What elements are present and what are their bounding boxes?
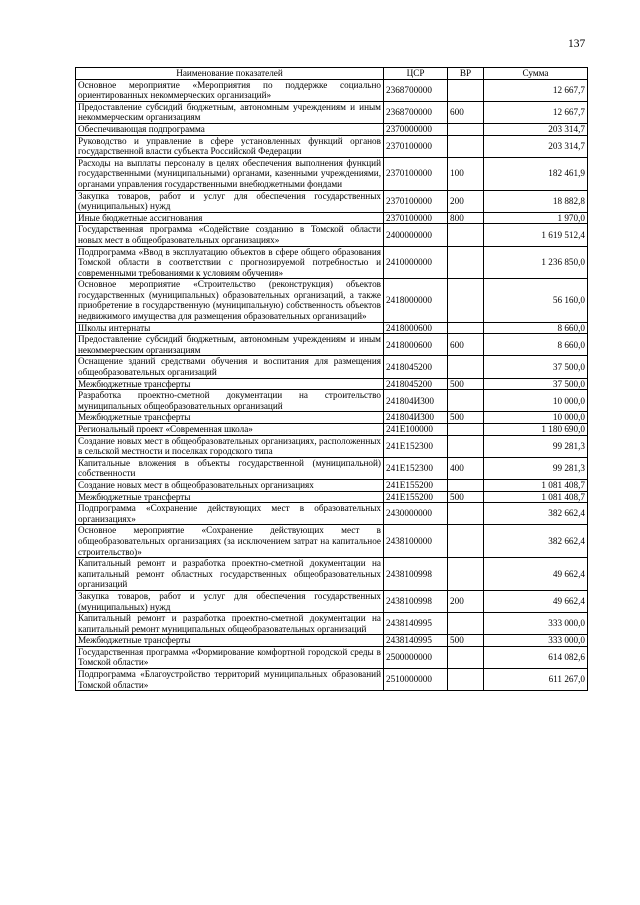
cell-name: Подпрограмма «Благоустройство территорий муниципальных образований Томской области» [76, 669, 384, 691]
cell-name: Предоставление субсидий бюджетным, автономным учреждениям и иным некоммерческим организациям [76, 334, 384, 356]
table-row [76, 224, 588, 246]
cell-name: Школы интернаты [76, 322, 384, 334]
cell-sum: 1 970,0 [484, 212, 588, 224]
cell-vr: 500 [448, 378, 484, 390]
cell-name: Обеспечивающая подпрограмма [76, 123, 384, 135]
table-row [76, 246, 588, 279]
cell-csr: 2438100000 [384, 525, 448, 558]
page-number: 137 [568, 38, 586, 50]
table-row [76, 334, 588, 356]
cell-csr: 2510000000 [384, 669, 448, 691]
cell-csr: 241E155200 [384, 491, 448, 503]
cell-sum: 333 000,0 [484, 613, 588, 635]
cell-sum: 1 619 512,4 [484, 224, 588, 246]
table-row [76, 590, 588, 612]
cell-name: Создание новых мест в общеобразовательных организациях, расположенных в сельской местности и поселках городского типа [76, 435, 384, 457]
cell-vr [448, 224, 484, 246]
cell-csr: 2368700000 [384, 101, 448, 123]
table-row [76, 123, 588, 135]
cell-sum: 611 267,0 [484, 669, 588, 691]
cell-csr: 2410000000 [384, 246, 448, 279]
cell-csr: 2400000000 [384, 224, 448, 246]
cell-name: Подпрограмма «Сохранение действующих мест в образовательных организациях» [76, 503, 384, 525]
table-row [76, 322, 588, 334]
cell-vr: 200 [448, 190, 484, 212]
cell-vr: 600 [448, 101, 484, 123]
cell-vr [448, 246, 484, 279]
header-sum: Сумма [484, 68, 588, 80]
table-row [76, 669, 588, 691]
table-row [76, 79, 588, 101]
cell-sum: 12 667,7 [484, 79, 588, 101]
cell-name: Закупка товаров, работ и услуг для обеспечения государственных (муниципальных) нужд [76, 590, 384, 612]
cell-sum: 1 180 690,0 [484, 424, 588, 436]
header-vr: ВР [448, 68, 484, 80]
cell-vr: 600 [448, 334, 484, 356]
cell-csr: 2438100998 [384, 558, 448, 591]
table-row [76, 435, 588, 457]
cell-csr: 241E155200 [384, 479, 448, 491]
cell-sum: 382 662,4 [484, 525, 588, 558]
table-row [76, 135, 588, 157]
cell-sum: 10 000,0 [484, 390, 588, 412]
cell-csr: 2418000600 [384, 334, 448, 356]
table-row [76, 525, 588, 558]
cell-csr: 2418000000 [384, 279, 448, 322]
cell-vr [448, 503, 484, 525]
cell-csr: 2438100998 [384, 590, 448, 612]
cell-name: Капитальный ремонт и разработка проектно-сметной документации на капитальный ремонт муниципальных общеобразовательных организаций [76, 613, 384, 635]
cell-name: Создание новых мест в общеобразовательных организациях [76, 479, 384, 491]
table-row [76, 424, 588, 436]
table-row [76, 279, 588, 322]
cell-sum: 49 662,4 [484, 590, 588, 612]
cell-name: Государственная программа «Содействие созданию в Томской области новых мест в общеобразовательных организациях» [76, 224, 384, 246]
cell-sum: 8 660,0 [484, 322, 588, 334]
cell-csr: 241E152300 [384, 457, 448, 479]
table-row [76, 412, 588, 424]
cell-csr: 2370100000 [384, 135, 448, 157]
header-name: Наименование показателей [76, 68, 384, 80]
cell-csr: 2368700000 [384, 79, 448, 101]
cell-name: Межбюджетные трансферты [76, 635, 384, 647]
table-header-row [76, 68, 588, 80]
table-body [76, 79, 588, 691]
cell-csr: 2418045200 [384, 356, 448, 378]
cell-name: Капитальный ремонт и разработка проектно-сметной документации на капитальный ремонт областных государственных общеобразовательных организаций [76, 558, 384, 591]
table-row [76, 457, 588, 479]
cell-vr: 400 [448, 457, 484, 479]
cell-name: Межбюджетные трансферты [76, 412, 384, 424]
cell-sum: 8 660,0 [484, 334, 588, 356]
cell-csr: 241E152300 [384, 435, 448, 457]
cell-csr: 2438140995 [384, 635, 448, 647]
table-row [76, 613, 588, 635]
cell-name: Основное мероприятие «Строительство (реконструкция) объектов государственных (муниципальных) образовательных организаций, а также приобретение в государственную (муниципальную) собственность объектов недвижимого имущества для размещения образовательных организаций» [76, 279, 384, 322]
cell-vr [448, 558, 484, 591]
cell-vr [448, 79, 484, 101]
cell-name: Основное мероприятие «Мероприятия по поддержке социально ориентированных некоммерческих организаций» [76, 79, 384, 101]
cell-csr: 2370100000 [384, 190, 448, 212]
cell-csr: 241804И300 [384, 390, 448, 412]
cell-sum: 333 000,0 [484, 635, 588, 647]
cell-sum: 203 314,7 [484, 135, 588, 157]
table-row [76, 646, 588, 668]
cell-csr: 2370100000 [384, 157, 448, 190]
cell-vr [448, 435, 484, 457]
cell-sum: 10 000,0 [484, 412, 588, 424]
cell-name: Государственная программа «Формирование комфортной городской среды в Томской области» [76, 646, 384, 668]
cell-vr [448, 646, 484, 668]
cell-name: Руководство и управление в сфере установленных функций органов государственной власти субъекта Российской Федерации [76, 135, 384, 157]
cell-name: Подпрограмма «Ввод в эксплуатацию объектов в сфере общего образования Томской области в соответствии с прогнозируемой потребностью и современными требованиями к условиям обучения» [76, 246, 384, 279]
cell-vr [448, 279, 484, 322]
cell-vr [448, 322, 484, 334]
cell-csr: 241E100000 [384, 424, 448, 436]
table-row [76, 356, 588, 378]
cell-sum: 18 882,8 [484, 190, 588, 212]
table-row [76, 390, 588, 412]
cell-vr: 500 [448, 491, 484, 503]
cell-vr: 500 [448, 412, 484, 424]
cell-name: Капитальные вложения в объекты государственной (муниципальной) собственности [76, 457, 384, 479]
cell-vr [448, 390, 484, 412]
cell-vr: 500 [448, 635, 484, 647]
cell-csr: 2438140995 [384, 613, 448, 635]
cell-sum: 49 662,4 [484, 558, 588, 591]
table-row [76, 479, 588, 491]
cell-csr: 2500000000 [384, 646, 448, 668]
cell-sum: 12 667,7 [484, 101, 588, 123]
budget-table [75, 67, 588, 691]
cell-vr [448, 424, 484, 436]
cell-name: Закупка товаров, работ и услуг для обеспечения государственных (муниципальных) нужд [76, 190, 384, 212]
table-row [76, 190, 588, 212]
table-row [76, 378, 588, 390]
cell-name: Разработка проектно-сметной документации на строительство муниципальных общеобразовательных организаций [76, 390, 384, 412]
cell-csr: 2370100000 [384, 212, 448, 224]
cell-sum: 182 461,9 [484, 157, 588, 190]
cell-sum: 37 500,0 [484, 356, 588, 378]
cell-sum: 56 160,0 [484, 279, 588, 322]
cell-sum: 203 314,7 [484, 123, 588, 135]
cell-sum: 1 081 408,7 [484, 491, 588, 503]
cell-vr [448, 613, 484, 635]
cell-sum: 99 281,3 [484, 435, 588, 457]
cell-name: Региональный проект «Современная школа» [76, 424, 384, 436]
cell-vr: 200 [448, 590, 484, 612]
cell-sum: 1 236 850,0 [484, 246, 588, 279]
cell-name: Предоставление субсидий бюджетным, автономным учреждениям и иным некоммерческим организациям [76, 101, 384, 123]
cell-name: Оснащение зданий средствами обучения и воспитания для размещения общеобразовательных организаций [76, 356, 384, 378]
cell-vr: 100 [448, 157, 484, 190]
cell-name: Межбюджетные трансферты [76, 491, 384, 503]
table-row [76, 503, 588, 525]
cell-csr: 2418000600 [384, 322, 448, 334]
cell-name: Расходы на выплаты персоналу в целях обеспечения выполнения функций государственными (муниципальными) органами, казенными учреждениями, органами управления государственными внебюджетными фондами [76, 157, 384, 190]
header-csr: ЦСР [384, 68, 448, 80]
table-row [76, 157, 588, 190]
cell-csr: 2430000000 [384, 503, 448, 525]
cell-vr [448, 356, 484, 378]
cell-name: Основное мероприятие «Сохранение действующих мест в общеобразовательных организациях (за исключением затрат на капитальное строительство)» [76, 525, 384, 558]
cell-vr [448, 135, 484, 157]
cell-vr: 800 [448, 212, 484, 224]
table-row [76, 558, 588, 591]
cell-csr: 2370000000 [384, 123, 448, 135]
cell-sum: 99 281,3 [484, 457, 588, 479]
cell-vr [448, 669, 484, 691]
table-row [76, 491, 588, 503]
cell-vr [448, 123, 484, 135]
cell-name: Иные бюджетные ассигнования [76, 212, 384, 224]
cell-csr: 241804И300 [384, 412, 448, 424]
cell-sum: 37 500,0 [484, 378, 588, 390]
table-row [76, 101, 588, 123]
cell-sum: 382 662,4 [484, 503, 588, 525]
cell-vr [448, 525, 484, 558]
cell-sum: 614 082,6 [484, 646, 588, 668]
cell-name: Межбюджетные трансферты [76, 378, 384, 390]
cell-sum: 1 081 408,7 [484, 479, 588, 491]
table-row [76, 212, 588, 224]
cell-csr: 2418045200 [384, 378, 448, 390]
cell-vr [448, 479, 484, 491]
table-row [76, 635, 588, 647]
